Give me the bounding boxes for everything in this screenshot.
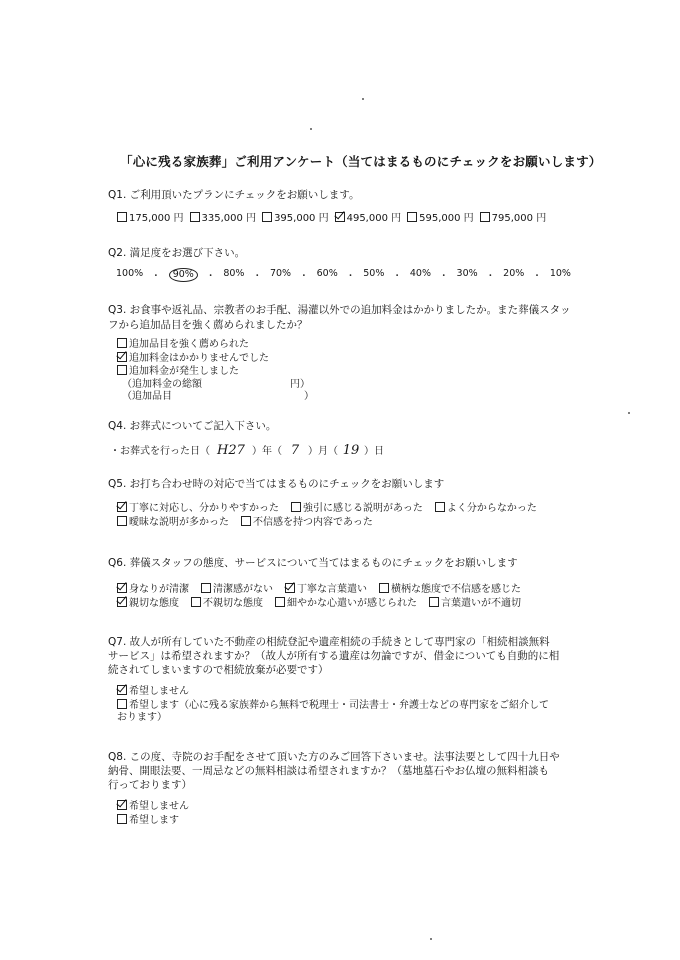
q5-option[interactable]: よく分からなかった <box>435 499 537 514</box>
q3-item-label: （追加品目 <box>122 391 172 402</box>
q4-month-handwritten[interactable]: 7 <box>290 443 300 458</box>
checkbox[interactable] <box>117 338 127 348</box>
scale-separator: ・ <box>439 271 449 282</box>
q3-item-close: ） <box>304 391 314 402</box>
q1-options <box>117 209 546 224</box>
q6-option[interactable]: 細やかな心遣いが感じられた <box>275 594 417 609</box>
q4-day-suffix: ）日 <box>364 446 384 457</box>
q3-amount-label: （追加料金の総額 <box>122 379 202 390</box>
q8-option-no[interactable]: 希望しません <box>117 800 189 814</box>
q4-year-suffix: ）年（ <box>252 446 282 457</box>
q1-option[interactable]: 335,000 円 <box>190 209 257 224</box>
q6-row2 <box>117 594 521 609</box>
q5-row1 <box>117 499 537 514</box>
scale-option[interactable]: 70% <box>269 268 292 279</box>
q7-options <box>117 685 549 725</box>
q3-amount-unit: 円） <box>290 379 310 390</box>
scale-separator: ・ <box>151 271 161 282</box>
q6-option[interactable]: 身なりが清潔 <box>117 580 189 595</box>
q8-options <box>117 800 189 827</box>
checkbox[interactable] <box>429 597 439 607</box>
q1-option[interactable]: 175,000 円 <box>117 209 184 224</box>
q6-option[interactable]: 清潔感がない <box>201 580 273 595</box>
scale-option[interactable]: 30% <box>456 268 478 279</box>
scan-speck <box>628 412 630 414</box>
scan-speck <box>362 98 364 100</box>
q7-option-yes[interactable]: 希望します（心に残る家族葬から無料で税理士・司法書士・弁護士などの専門家をご紹介して <box>117 699 549 713</box>
q5-option[interactable]: 強引に感じる説明があった <box>291 499 423 514</box>
q6-option[interactable]: 親切な態度 <box>117 594 179 609</box>
q1-question: Q1. ご利用頂いたプランにチェックをお願いします。 <box>108 189 360 201</box>
q5-option[interactable]: 丁寧に対応し、分かりやすかった <box>117 499 279 514</box>
scale-separator: ・ <box>392 271 402 282</box>
checkbox-checked[interactable] <box>335 212 345 222</box>
checkbox[interactable] <box>117 814 127 824</box>
q8-option-yes[interactable]: 希望します <box>117 814 189 828</box>
checkbox[interactable] <box>241 516 251 526</box>
checkbox-checked[interactable] <box>117 502 127 512</box>
q6-question: Q6. 葬儀スタッフの態度、サービスについて当てはまるものにチェックをお願いします <box>108 557 518 569</box>
q1-option[interactable]: 395,000 円 <box>262 209 329 224</box>
checkbox-checked[interactable] <box>117 597 127 607</box>
q7-option-yes-cont: おります） <box>117 712 167 723</box>
checkbox[interactable] <box>262 212 272 222</box>
checkbox-checked[interactable] <box>117 800 127 810</box>
checkbox[interactable] <box>379 583 389 593</box>
checkbox-checked[interactable] <box>117 685 127 695</box>
scale-option[interactable]: 80% <box>223 268 245 279</box>
scale-separator: ・ <box>205 271 216 282</box>
scale-separator: ・ <box>532 271 542 282</box>
checkbox[interactable] <box>117 699 127 709</box>
checkbox[interactable] <box>480 212 490 222</box>
scale-separator: ・ <box>345 271 356 282</box>
q6-row1 <box>117 580 521 595</box>
q3-option[interactable]: 追加料金が発生しました <box>117 365 269 379</box>
survey-title: 「心に残る家族葬」ご利用アンケート（当てはまるものにチェックをお願いします） <box>120 154 602 169</box>
q6-option[interactable]: 横柄な態度で不信感を感じた <box>379 580 521 595</box>
checkbox[interactable] <box>201 583 211 593</box>
checkbox[interactable] <box>117 365 127 375</box>
q5-row2 <box>117 513 373 528</box>
scale-separator: ・ <box>252 271 262 282</box>
scale-option[interactable]: 20% <box>503 268 525 279</box>
checkbox[interactable] <box>275 597 285 607</box>
scale-option[interactable]: 40% <box>409 268 432 279</box>
q6-option[interactable]: 言葉遣いが不適切 <box>429 594 521 609</box>
q1-option[interactable]: 495,000 円 <box>335 209 402 224</box>
scale-separator: ・ <box>485 271 496 282</box>
checkbox[interactable] <box>190 212 200 222</box>
q5-option[interactable]: 曖昧な説明が多かった <box>117 513 229 528</box>
checkbox[interactable] <box>117 212 127 222</box>
q5-option[interactable]: 不信感を持つ内容であった <box>241 513 373 528</box>
scan-speck <box>310 128 312 130</box>
q1-option[interactable]: 595,000 円 <box>407 209 474 224</box>
q5-question: Q5. お打ち合わせ時の対応で当てはまるものにチェックをお願いします <box>108 478 445 490</box>
checkbox[interactable] <box>435 502 445 512</box>
checkbox[interactable] <box>291 502 301 512</box>
q8-question: Q8. この度、寺院のお手配をさせて頂いた方のみご回答下さいませ。法事法要として四十九日や 納骨、開眼法要、一周忌などの無料相談は希望されますか？（墓地墓石やお仏壇の無料相談も 行っております） <box>108 751 560 791</box>
scale-separator: ・ <box>299 271 309 282</box>
scale-option-circled[interactable]: 90% <box>169 268 198 282</box>
scale-option[interactable]: 10% <box>549 268 571 279</box>
checkbox[interactable] <box>191 597 201 607</box>
q4-date-label: ・お葬式を行った日（ <box>110 446 210 457</box>
q4-date-row <box>110 442 384 458</box>
q6-option[interactable]: 不親切な態度 <box>191 594 263 609</box>
checkbox[interactable] <box>407 212 417 222</box>
checkbox-checked[interactable] <box>285 583 295 593</box>
q4-year-handwritten[interactable]: H27 <box>217 443 245 458</box>
q2-scale <box>116 268 571 282</box>
q7-option-no[interactable]: 希望しません <box>117 685 549 699</box>
q2-question: Q2. 満足度をお選び下さい。 <box>108 247 246 259</box>
scale-option[interactable]: 60% <box>316 268 338 279</box>
q3-option[interactable]: 追加品目を強く薦められた <box>117 338 269 352</box>
q4-month-suffix: ）月（ <box>308 446 338 457</box>
checkbox-checked[interactable] <box>117 352 127 362</box>
q4-question: Q4. お葬式についてご記入下さい。 <box>108 420 277 432</box>
q7-question: Q7. 故人が所有していた不動産の相続登記や遺産相続の手続きとして専門家の「相続相談無料 サービス」は希望されますか？（故人が所有する遺産は勿論ですが、借金についても自動的に相 続されてしまいますので相続放棄が必要です） <box>108 636 560 676</box>
q1-option[interactable]: 795,000 円 <box>480 209 547 224</box>
q3-option[interactable]: 追加料金はかかりませんでした <box>117 352 269 366</box>
scale-option[interactable]: 50% <box>363 268 385 279</box>
q4-day-handwritten[interactable]: 19 <box>342 443 360 458</box>
checkbox-checked[interactable] <box>117 583 127 593</box>
q3-question: Q3. お食事や返礼品、宗教者のお手配、湯灌以外での追加料金はかかりましたか。また葬儀スタッ フから追加品目を強く薦められましたか？ <box>108 304 571 331</box>
scale-option[interactable]: 100% <box>116 268 144 279</box>
q3-options <box>117 338 269 379</box>
q6-option[interactable]: 丁寧な言葉遣い <box>285 580 367 595</box>
checkbox[interactable] <box>117 516 127 526</box>
scan-speck <box>430 938 432 940</box>
